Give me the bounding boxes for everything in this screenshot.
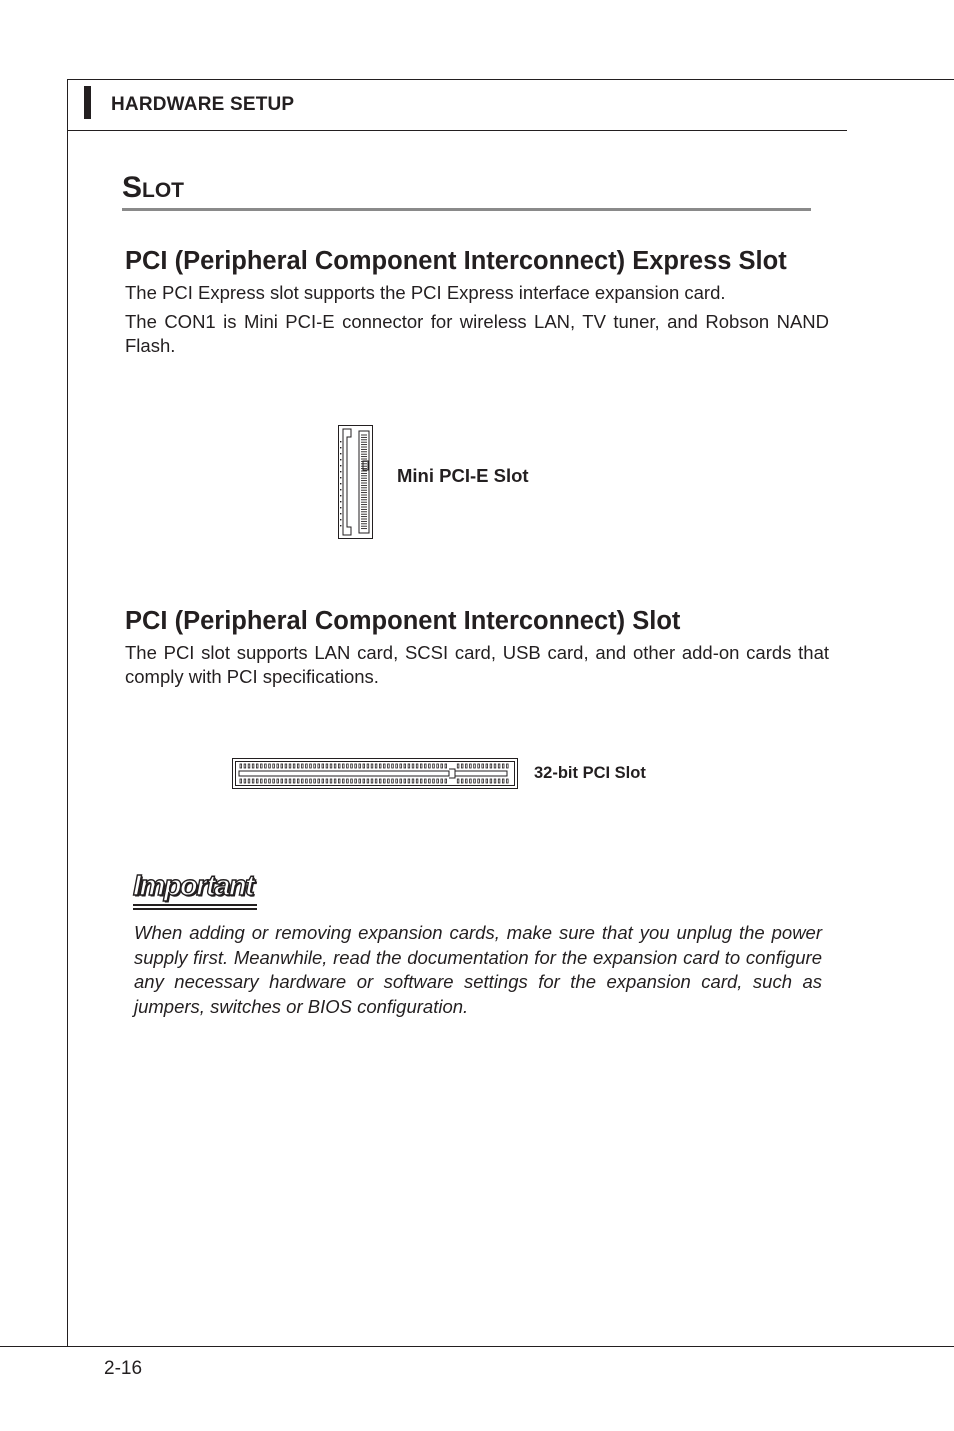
- pci-paragraph-1: The PCI slot supports LAN card, SCSI card, USB card, and other add-on cards that comply with PCI specifications.: [125, 642, 829, 687]
- connector-pin: [330, 764, 332, 768]
- connector-pin: [482, 764, 484, 768]
- connector-pin: [340, 483, 341, 484]
- connector-pin: [425, 764, 427, 768]
- connector-pin: [384, 779, 386, 783]
- connector-pin: [351, 764, 353, 768]
- connector-pin: [441, 779, 443, 783]
- connector-pin: [248, 779, 250, 783]
- connector-pin: [396, 764, 398, 768]
- connector-pin: [302, 779, 304, 783]
- connector-pin: [277, 779, 279, 783]
- connector-pin: [340, 507, 341, 508]
- connector-pin: [340, 519, 341, 520]
- connector-pin: [281, 779, 283, 783]
- connector-pin: [306, 779, 308, 783]
- connector-pin: [340, 513, 341, 514]
- connector-pin: [502, 764, 504, 768]
- connector-pin: [437, 764, 439, 768]
- connector-pin: [367, 764, 369, 768]
- connector-pin: [375, 779, 377, 783]
- pcie-paragraph-1: The PCI Express slot supports the PCI Express interface expansion card.: [125, 282, 726, 303]
- connector-pin: [429, 779, 431, 783]
- connector-pin: [334, 779, 336, 783]
- connector-pin: [318, 764, 320, 768]
- connector-pin: [265, 764, 267, 768]
- connector-pin: [416, 779, 418, 783]
- connector-pin: [367, 779, 369, 783]
- connector-pin: [293, 764, 295, 768]
- connector-pin: [252, 779, 254, 783]
- connector-pin: [490, 779, 492, 783]
- connector-pin: [379, 779, 381, 783]
- connector-pin: [340, 477, 341, 478]
- connector-pin: [306, 764, 308, 768]
- header-rule: [67, 130, 847, 131]
- connector-pin: [396, 779, 398, 783]
- connector-pin: [340, 501, 341, 502]
- connector-pin: [486, 779, 488, 783]
- connector-pin: [404, 779, 406, 783]
- connector-pin: [433, 764, 435, 768]
- pci-slot-label: 32-bit PCI Slot: [534, 764, 646, 782]
- connector-pin: [420, 764, 422, 768]
- connector-pin: [273, 764, 275, 768]
- connector-pin: [326, 779, 328, 783]
- connector-pin: [498, 779, 500, 783]
- connector-pin: [420, 779, 422, 783]
- pcie-paragraph-2: The CON1 is Mini PCI-E connector for wireless LAN, TV tuner, and Robson NAND Flash.: [125, 311, 829, 356]
- connector-pin: [289, 779, 291, 783]
- connector-pin: [470, 764, 472, 768]
- connector-pin: [340, 495, 341, 496]
- connector-pin: [363, 764, 365, 768]
- connector-pin: [379, 764, 381, 768]
- connector-pin: [248, 764, 250, 768]
- mini-pcie-slot-diagram: [337, 423, 375, 540]
- connector-pin: [330, 779, 332, 783]
- connector-pin: [340, 459, 341, 460]
- connector-pin: [343, 779, 345, 783]
- page-frame-top-line: [67, 79, 954, 80]
- connector-pin: [281, 764, 283, 768]
- connector-pin: [498, 764, 500, 768]
- connector-pin: [359, 764, 361, 768]
- connector-pin: [478, 779, 480, 783]
- connector-pin: [244, 764, 246, 768]
- important-text: When adding or removing expansion cards, make sure that you unplug the power supply first. Meanwhile, read the documentation for the expansion card to configure any necessary hardware or software settings for the expansion card, such as jumpers, switches or BIOS configuration.: [134, 922, 822, 1017]
- connector-pin: [293, 779, 295, 783]
- mini-pcie-slot-label: Mini PCI-E Slot: [397, 465, 529, 486]
- connector-pin: [371, 764, 373, 768]
- connector-pin: [461, 764, 463, 768]
- pcie-heading: PCI (Peripheral Component Interconnect) Express Slot: [125, 247, 787, 275]
- connector-pin: [445, 779, 447, 783]
- connector-pin: [470, 779, 472, 783]
- connector-pin: [289, 764, 291, 768]
- connector-pin: [490, 764, 492, 768]
- connector-pin: [384, 764, 386, 768]
- connector-pin: [474, 764, 476, 768]
- connector-pin: [502, 779, 504, 783]
- connector-pin: [355, 779, 357, 783]
- pci-heading: PCI (Peripheral Component Interconnect) Slot: [125, 607, 681, 635]
- connector-pin: [269, 779, 271, 783]
- connector-pin: [277, 764, 279, 768]
- connector-pin: [240, 764, 242, 768]
- connector-pin: [340, 453, 341, 454]
- connector-pin: [400, 764, 402, 768]
- connector-pin: [318, 779, 320, 783]
- connector-pin: [404, 764, 406, 768]
- connector-pin: [388, 764, 390, 768]
- connector-pin: [408, 779, 410, 783]
- section-title-rest: LOT: [142, 179, 185, 202]
- connector-pin: [441, 764, 443, 768]
- connector-pin: [445, 764, 447, 768]
- section-title-initial: S: [122, 171, 143, 204]
- connector-pin: [340, 465, 341, 466]
- connector-pin: [507, 764, 509, 768]
- connector-pin: [416, 764, 418, 768]
- connector-pin: [285, 764, 287, 768]
- page-frame-left-line: [67, 79, 68, 1347]
- important-underline: [133, 908, 257, 910]
- connector-pin: [437, 779, 439, 783]
- connector-pin: [244, 779, 246, 783]
- connector-pin: [482, 779, 484, 783]
- connector-pin: [429, 764, 431, 768]
- connector-pin: [461, 779, 463, 783]
- connector-pin: [392, 779, 394, 783]
- connector-pin: [310, 779, 312, 783]
- connector-pin: [494, 779, 496, 783]
- connector-pin: [261, 779, 263, 783]
- connector-pin: [375, 764, 377, 768]
- connector-pin: [474, 779, 476, 783]
- pci-slot-diagram: [231, 757, 519, 790]
- connector-pin: [340, 471, 341, 472]
- connector-pin: [252, 764, 254, 768]
- connector-pin: [347, 779, 349, 783]
- connector-pin: [494, 764, 496, 768]
- connector-pin: [351, 779, 353, 783]
- section-rule: [122, 208, 811, 211]
- connector-pin: [433, 779, 435, 783]
- connector-pin: [412, 764, 414, 768]
- connector-pin: [478, 764, 480, 768]
- section-title: [122, 171, 184, 205]
- connector-pin: [261, 764, 263, 768]
- connector-pin: [273, 779, 275, 783]
- connector-pin: [347, 764, 349, 768]
- connector-pin: [355, 764, 357, 768]
- connector-pin: [256, 764, 258, 768]
- connector-pin: [371, 779, 373, 783]
- connector-pin: [343, 764, 345, 768]
- connector-pin: [466, 764, 468, 768]
- connector-pin: [340, 489, 341, 490]
- connector-pin: [392, 764, 394, 768]
- connector-pin: [340, 447, 341, 448]
- connector-pin: [310, 764, 312, 768]
- connector-pin: [408, 764, 410, 768]
- connector-pin: [322, 764, 324, 768]
- connector-pin: [334, 764, 336, 768]
- header-title: HARDWARE SETUP: [111, 94, 295, 115]
- connector-pin: [400, 779, 402, 783]
- connector-pin: [466, 779, 468, 783]
- connector-pin: [388, 779, 390, 783]
- connector-pin: [285, 779, 287, 783]
- header-bar: [84, 86, 91, 119]
- important-title: Important: [133, 870, 254, 902]
- connector-pin: [507, 779, 509, 783]
- connector-pin: [363, 779, 365, 783]
- connector-pin: [302, 764, 304, 768]
- connector-pin: [486, 764, 488, 768]
- connector-pin: [340, 525, 341, 526]
- page-number: 2-16: [104, 1358, 143, 1379]
- connector-pin: [340, 441, 341, 442]
- connector-pin: [338, 779, 340, 783]
- connector-pin: [425, 779, 427, 783]
- connector-pin: [256, 779, 258, 783]
- connector-pin: [297, 764, 299, 768]
- connector-pin: [314, 779, 316, 783]
- connector-pin: [322, 779, 324, 783]
- connector-pin: [265, 779, 267, 783]
- connector-pin: [457, 764, 459, 768]
- connector-pin: [338, 764, 340, 768]
- connector-pin: [457, 779, 459, 783]
- connector-pin: [326, 764, 328, 768]
- connector-pin: [269, 764, 271, 768]
- important-underline: [133, 904, 257, 906]
- connector-pin: [359, 779, 361, 783]
- connector-pin: [412, 779, 414, 783]
- connector-pin: [297, 779, 299, 783]
- footer-rule: [0, 1346, 954, 1347]
- connector-pin: [240, 779, 242, 783]
- connector-pin: [314, 764, 316, 768]
